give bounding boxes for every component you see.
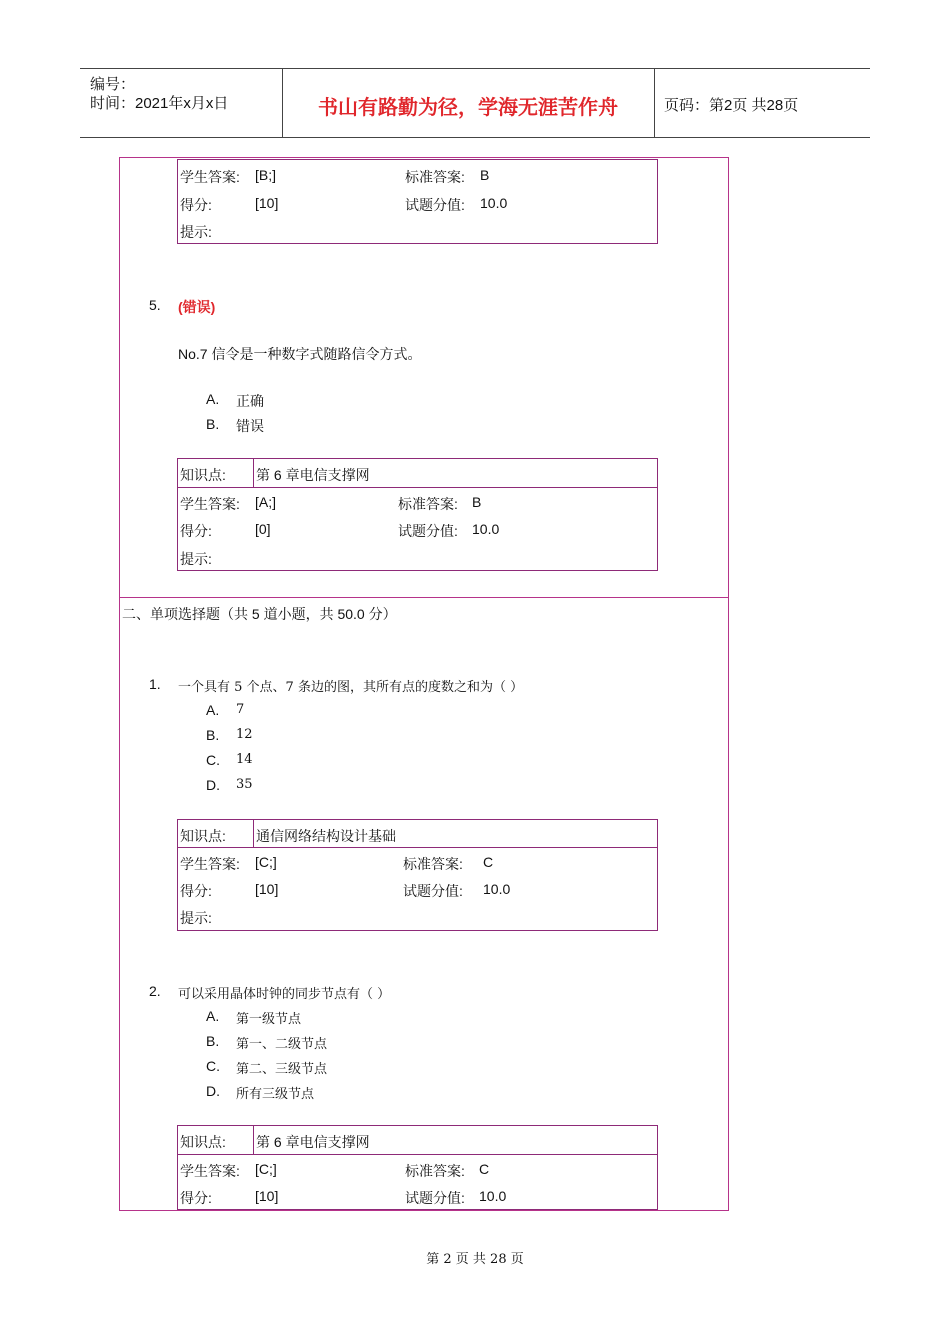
option-text: 14 bbox=[236, 752, 253, 767]
question-value: 10.0 bbox=[472, 521, 500, 537]
option-key: D. bbox=[206, 1083, 220, 1099]
option-key: B. bbox=[206, 416, 220, 432]
q1-result-box bbox=[177, 819, 658, 931]
question-number: 2. bbox=[149, 983, 161, 999]
question-text: 可以采用晶体时钟的同步节点有（ ） bbox=[178, 987, 391, 1002]
option-text: 第二、三级节点 bbox=[236, 1062, 328, 1077]
option-key: C. bbox=[206, 1058, 220, 1074]
option-key: A. bbox=[206, 702, 220, 718]
score-label: 得分: bbox=[180, 197, 212, 213]
knowledge-label: 知识点: bbox=[180, 467, 226, 483]
q5-result-box bbox=[177, 458, 658, 571]
score-label: 得分: bbox=[180, 523, 212, 539]
knowledge-label: 知识点: bbox=[180, 828, 226, 844]
standard-answer-value: B bbox=[472, 494, 482, 510]
option-key: B. bbox=[206, 1033, 220, 1049]
question-number: 5. bbox=[149, 297, 161, 313]
hint-label: 提示: bbox=[180, 551, 212, 567]
standard-answer-value: C bbox=[479, 1161, 490, 1177]
score-label: 得分: bbox=[180, 1190, 212, 1206]
hint-label: 提示: bbox=[180, 910, 212, 926]
header-motto: 书山有路勤为径，学海无涯苦作舟 bbox=[318, 95, 618, 119]
option-key: A. bbox=[206, 391, 220, 407]
header-divider bbox=[654, 69, 655, 137]
option-text: 7 bbox=[236, 702, 245, 717]
option-text: 错误 bbox=[236, 418, 264, 434]
student-answer-value: [A;] bbox=[255, 494, 277, 510]
question-value-label: 试题分值: bbox=[398, 523, 458, 539]
option-key: D. bbox=[206, 777, 220, 793]
standard-answer-value: B bbox=[480, 167, 490, 183]
option-text: 第一、二级节点 bbox=[236, 1037, 328, 1052]
question-status-badge: (错误) bbox=[178, 299, 216, 315]
standard-answer-value: C bbox=[483, 854, 494, 870]
option-text: 35 bbox=[236, 777, 253, 792]
knowledge-label: 知识点: bbox=[180, 1134, 226, 1150]
score-value: [0] bbox=[255, 521, 271, 537]
student-answer-value: [C;] bbox=[255, 854, 277, 870]
score-label: 得分: bbox=[180, 883, 212, 899]
question-value-label: 试题分值: bbox=[403, 883, 463, 899]
question-value: 10.0 bbox=[479, 1188, 507, 1204]
student-answer-value: [B;] bbox=[255, 167, 277, 183]
option-text: 第一级节点 bbox=[236, 1012, 302, 1027]
student-answer-value: [C;] bbox=[255, 1161, 277, 1177]
section-title: 二、单项选择题（共 5 道小题，共 50.0 分） bbox=[122, 606, 397, 622]
option-text: 所有三级节点 bbox=[236, 1087, 315, 1102]
knowledge-value: 第 6 章电信支撑网 bbox=[256, 467, 370, 483]
student-answer-label: 学生答案: bbox=[180, 496, 240, 512]
student-answer-label: 学生答案: bbox=[180, 856, 240, 872]
doc-number-label: 编号： bbox=[90, 76, 136, 93]
question-text: No.7 信令是一种数字式随路信令方式。 bbox=[178, 346, 422, 362]
doc-time-label: 时间：2021年x月x日 bbox=[90, 95, 229, 112]
option-text: 正确 bbox=[236, 393, 264, 409]
standard-answer-label: 标准答案: bbox=[403, 856, 463, 872]
score-value: [10] bbox=[255, 881, 279, 897]
standard-answer-label: 标准答案: bbox=[405, 169, 465, 185]
hint-label: 提示: bbox=[180, 224, 212, 240]
standard-answer-label: 标准答案: bbox=[398, 496, 458, 512]
section-divider bbox=[119, 597, 729, 598]
score-value: [10] bbox=[255, 1188, 279, 1204]
standard-answer-label: 标准答案: bbox=[405, 1163, 465, 1179]
option-key: C. bbox=[206, 752, 220, 768]
score-value: [10] bbox=[255, 195, 279, 211]
question-value: 10.0 bbox=[480, 195, 508, 211]
knowledge-value: 第 6 章电信支撑网 bbox=[256, 1134, 370, 1150]
student-answer-label: 学生答案: bbox=[180, 169, 240, 185]
option-key: B. bbox=[206, 727, 220, 743]
question-value-label: 试题分值: bbox=[405, 197, 465, 213]
question-value-label: 试题分值: bbox=[405, 1190, 465, 1206]
option-key: A. bbox=[206, 1008, 220, 1024]
student-answer-label: 学生答案: bbox=[180, 1163, 240, 1179]
page-header bbox=[80, 68, 870, 138]
question-value: 10.0 bbox=[483, 881, 511, 897]
knowledge-value: 通信网络结构设计基础 bbox=[256, 828, 396, 844]
option-text: 12 bbox=[236, 727, 253, 742]
page-footer: 第 2 页 共 28 页 bbox=[426, 1252, 524, 1267]
header-page-info: 页码：第2页 共28页 bbox=[664, 97, 799, 114]
question-number: 1. bbox=[149, 676, 161, 692]
question-text: 一个具有 5 个点、7 条边的图，其所有点的度数之和为（ ） bbox=[178, 680, 524, 695]
